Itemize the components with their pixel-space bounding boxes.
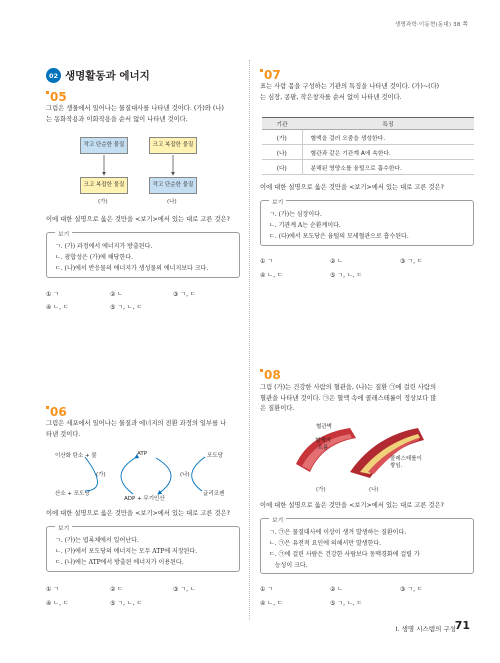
label-vessel-wall: 혈관벽 [316,424,332,430]
label-co2-water: 이산화 탄소 + 물 [55,453,97,459]
caption-ga: (가) [98,199,108,205]
caption-na: (나) [369,487,379,493]
table-row [262,160,474,175]
bogi-item: ㄱ. ㉠은 물질대사에 이상이 생겨 발생하는 질환이다. [269,529,407,536]
page-number: 71 [454,619,470,632]
question-05-text: 그림은 생물에서 일어나는 물질대사를 나타낸 것이다. (가)와 (나) 는 동화작용과 이화작용을 순서 없이 나타낸 것이다. [46,105,224,123]
bogi-tag: 보기 [269,197,286,206]
label-atp: ATP [137,451,148,457]
bogi-tag: 보기 [55,523,72,532]
choice-1[interactable]: ① ㄱ [46,291,60,298]
choice-2[interactable]: ② ㄷ [110,586,124,593]
question-07-ask: 이에 대한 설명으로 옳은 것만을 <보기>에서 있는 대로 고른 것은? [260,184,444,191]
box-complex-bottom: 크고 복잡한 물질 [80,177,128,194]
choice-5[interactable]: ⑤ ㄱ, ㄴ, ㄷ [330,272,363,279]
question-08-ask: 이에 대한 설명으로 옳은 것만을 <보기>에서 있는 대로 고른 것은? [260,502,444,509]
table-cell: (다) [262,160,302,175]
energy-arrows [0,0,250,520]
question-05-ask: 이에 대한 설명으로 옳은 것만을 <보기>에서 있는 대로 고른 것은? [46,216,230,223]
vessel-drawing [290,420,430,482]
arc-ga [85,457,98,491]
question-number-07: 07 [260,68,281,82]
bogi-item: ㄱ. (가)는 심장이다. [269,211,322,218]
choice-1[interactable]: ① ㄱ [46,586,60,593]
question-06-bogi [46,526,240,572]
bogi-item: ㄴ. ㉠은 유전적 요인에 의해서만 발생한다. [269,540,382,547]
choice-3[interactable]: ③ ㄱ, ㄴ [173,586,196,593]
choice-4[interactable]: ④ ㄴ, ㄷ [46,304,69,311]
choice-5[interactable]: ⑤ ㄱ, ㄴ, ㄷ [110,304,143,311]
bogi-item: ㄷ. (다)에서 포도당은 융털의 모세혈관으로 흡수된다. [269,233,409,240]
table-cell: 혈관과 같은 기관계 A에 속한다. [302,145,474,160]
question-08-bogi [260,518,474,574]
label-cholesterol: 콜레스테롤이 쌓임. [390,456,422,469]
choice-3[interactable]: ③ ㄱ, ㄷ [400,258,423,265]
label-glycogen: 글리코젠 [203,491,225,497]
bogi-item: ㄴ. 기관계 A는 순환계이다. [269,222,341,229]
table-cell: (나) [262,145,302,160]
choice-5[interactable]: ⑤ ㄱ, ㄴ, ㄷ [110,600,143,607]
bogi-item: ㄱ. (가) 과정에서 에너지가 방출된다. [55,243,153,250]
caption-na: (나) [167,199,177,205]
table-header-row [262,118,474,130]
choice-1[interactable]: ① ㄱ [260,258,274,265]
question-06-text: 그림은 세포에서 일어나는 물질과 에너지의 전환 과정의 일부를 나 타낸 것이다. [46,420,227,438]
question-08-text: 그림 (가)는 건강한 사람의 혈관을, (나)는 질환 ㉠에 걸린 사람의 혈관을 나타낸 것이다. ㉠은 혈액 속에 콜레스테롤이 정상보다 많 은 질환이다. [260,384,437,412]
table-cell: (가) [262,130,302,145]
choice-4[interactable]: ④ ㄴ, ㄷ [46,600,69,607]
table-header: 특징 [302,118,474,130]
footer-chapter: I. 생명 시스템의 구성 [395,625,456,633]
arc-atp-left [121,458,135,494]
table-row [262,130,474,145]
arc-atp-right [156,458,171,494]
bogi-item: 능성이 크다. [269,562,308,569]
arc-na [192,457,205,491]
page-header: 생명과학·이동현(동대) 38 쪽 [394,22,468,28]
label-o2-glucose: 산소 + 포도당 [55,491,90,497]
bogi-item: ㄷ. (나)에서 반응물의 에너지가 생성물의 에너지보다 크다. [55,265,209,272]
label-adp: ADP + 무기인산 [124,496,165,502]
box-simple-top: 작고 단순한 물질 [80,137,128,154]
choice-1[interactable]: ① ㄱ [260,586,274,593]
table-cell: 분해된 영양소를 융털으로 흡수한다. [302,160,474,175]
bogi-tag: 보기 [269,515,286,524]
choice-2[interactable]: ② ㄴ [110,291,124,298]
bogi-item: ㄱ. (가)는 엽록체에서 일어난다. [55,537,139,544]
choice-2[interactable]: ② ㄴ [330,258,344,265]
bogi-item: ㄴ. 광합성은 (가)에 해당한다. [55,254,133,261]
question-number-08: 08 [260,368,281,382]
bogi-item: ㄷ. (나)에는 ATP에서 방출된 에너지가 이용된다. [55,559,184,566]
question-07-text: 표는 사람 몸을 구성하는 기관의 특징을 나타낸 것이다. (가)~(다) 는 심장, 콩팥, 작은창자를 순서 없이 나타낸 것이다. [260,83,440,101]
choice-4[interactable]: ④ ㄴ, ㄷ [260,272,283,279]
box-complex-top: 크고 복잡한 물질 [149,137,197,154]
label-blood-flow: 혈액의 흐름 [315,438,331,451]
question-06-ask: 이에 대한 설명으로 옳은 것만을 <보기>에서 있는 대로 고른 것은? [46,510,230,517]
table-row [262,145,474,160]
question-07-bogi [260,200,474,246]
label-glucose: 포도당 [207,453,223,459]
bogi-tag: 보기 [55,229,72,238]
choice-3[interactable]: ③ ㄱ, ㄷ [400,586,423,593]
box-simple-bottom: 작고 단순한 물질 [149,177,197,194]
caption-ga: (가) [316,487,326,493]
table-header: 기관 [262,118,302,130]
label-ga: (가) [96,472,106,478]
table-cell: 혈액을 걸러 오줌을 생성한다. [302,130,474,145]
organ-table [262,117,474,175]
choice-5[interactable]: ⑤ ㄱ, ㄴ, ㄷ [330,600,363,607]
choice-2[interactable]: ② ㄴ [330,586,344,593]
bogi-item: ㄷ. ㉠에 걸린 사람은 건강한 사람보다 동맥경화에 걸릴 가 [269,551,420,558]
question-number-06: 06 [46,405,67,419]
label-na: (나) [180,472,190,478]
choice-4[interactable]: ④ ㄴ, ㄷ [260,600,283,607]
section-label: 생명활동과 에너지 [65,70,150,82]
section-number-badge: 02 [46,68,61,83]
choice-3[interactable]: ③ ㄱ, ㄷ [173,291,196,298]
question-number-05: 05 [46,90,67,104]
bogi-item: ㄴ. (가)에서 포도당의 에너지는 모두 ATP에 저장된다. [55,548,198,555]
